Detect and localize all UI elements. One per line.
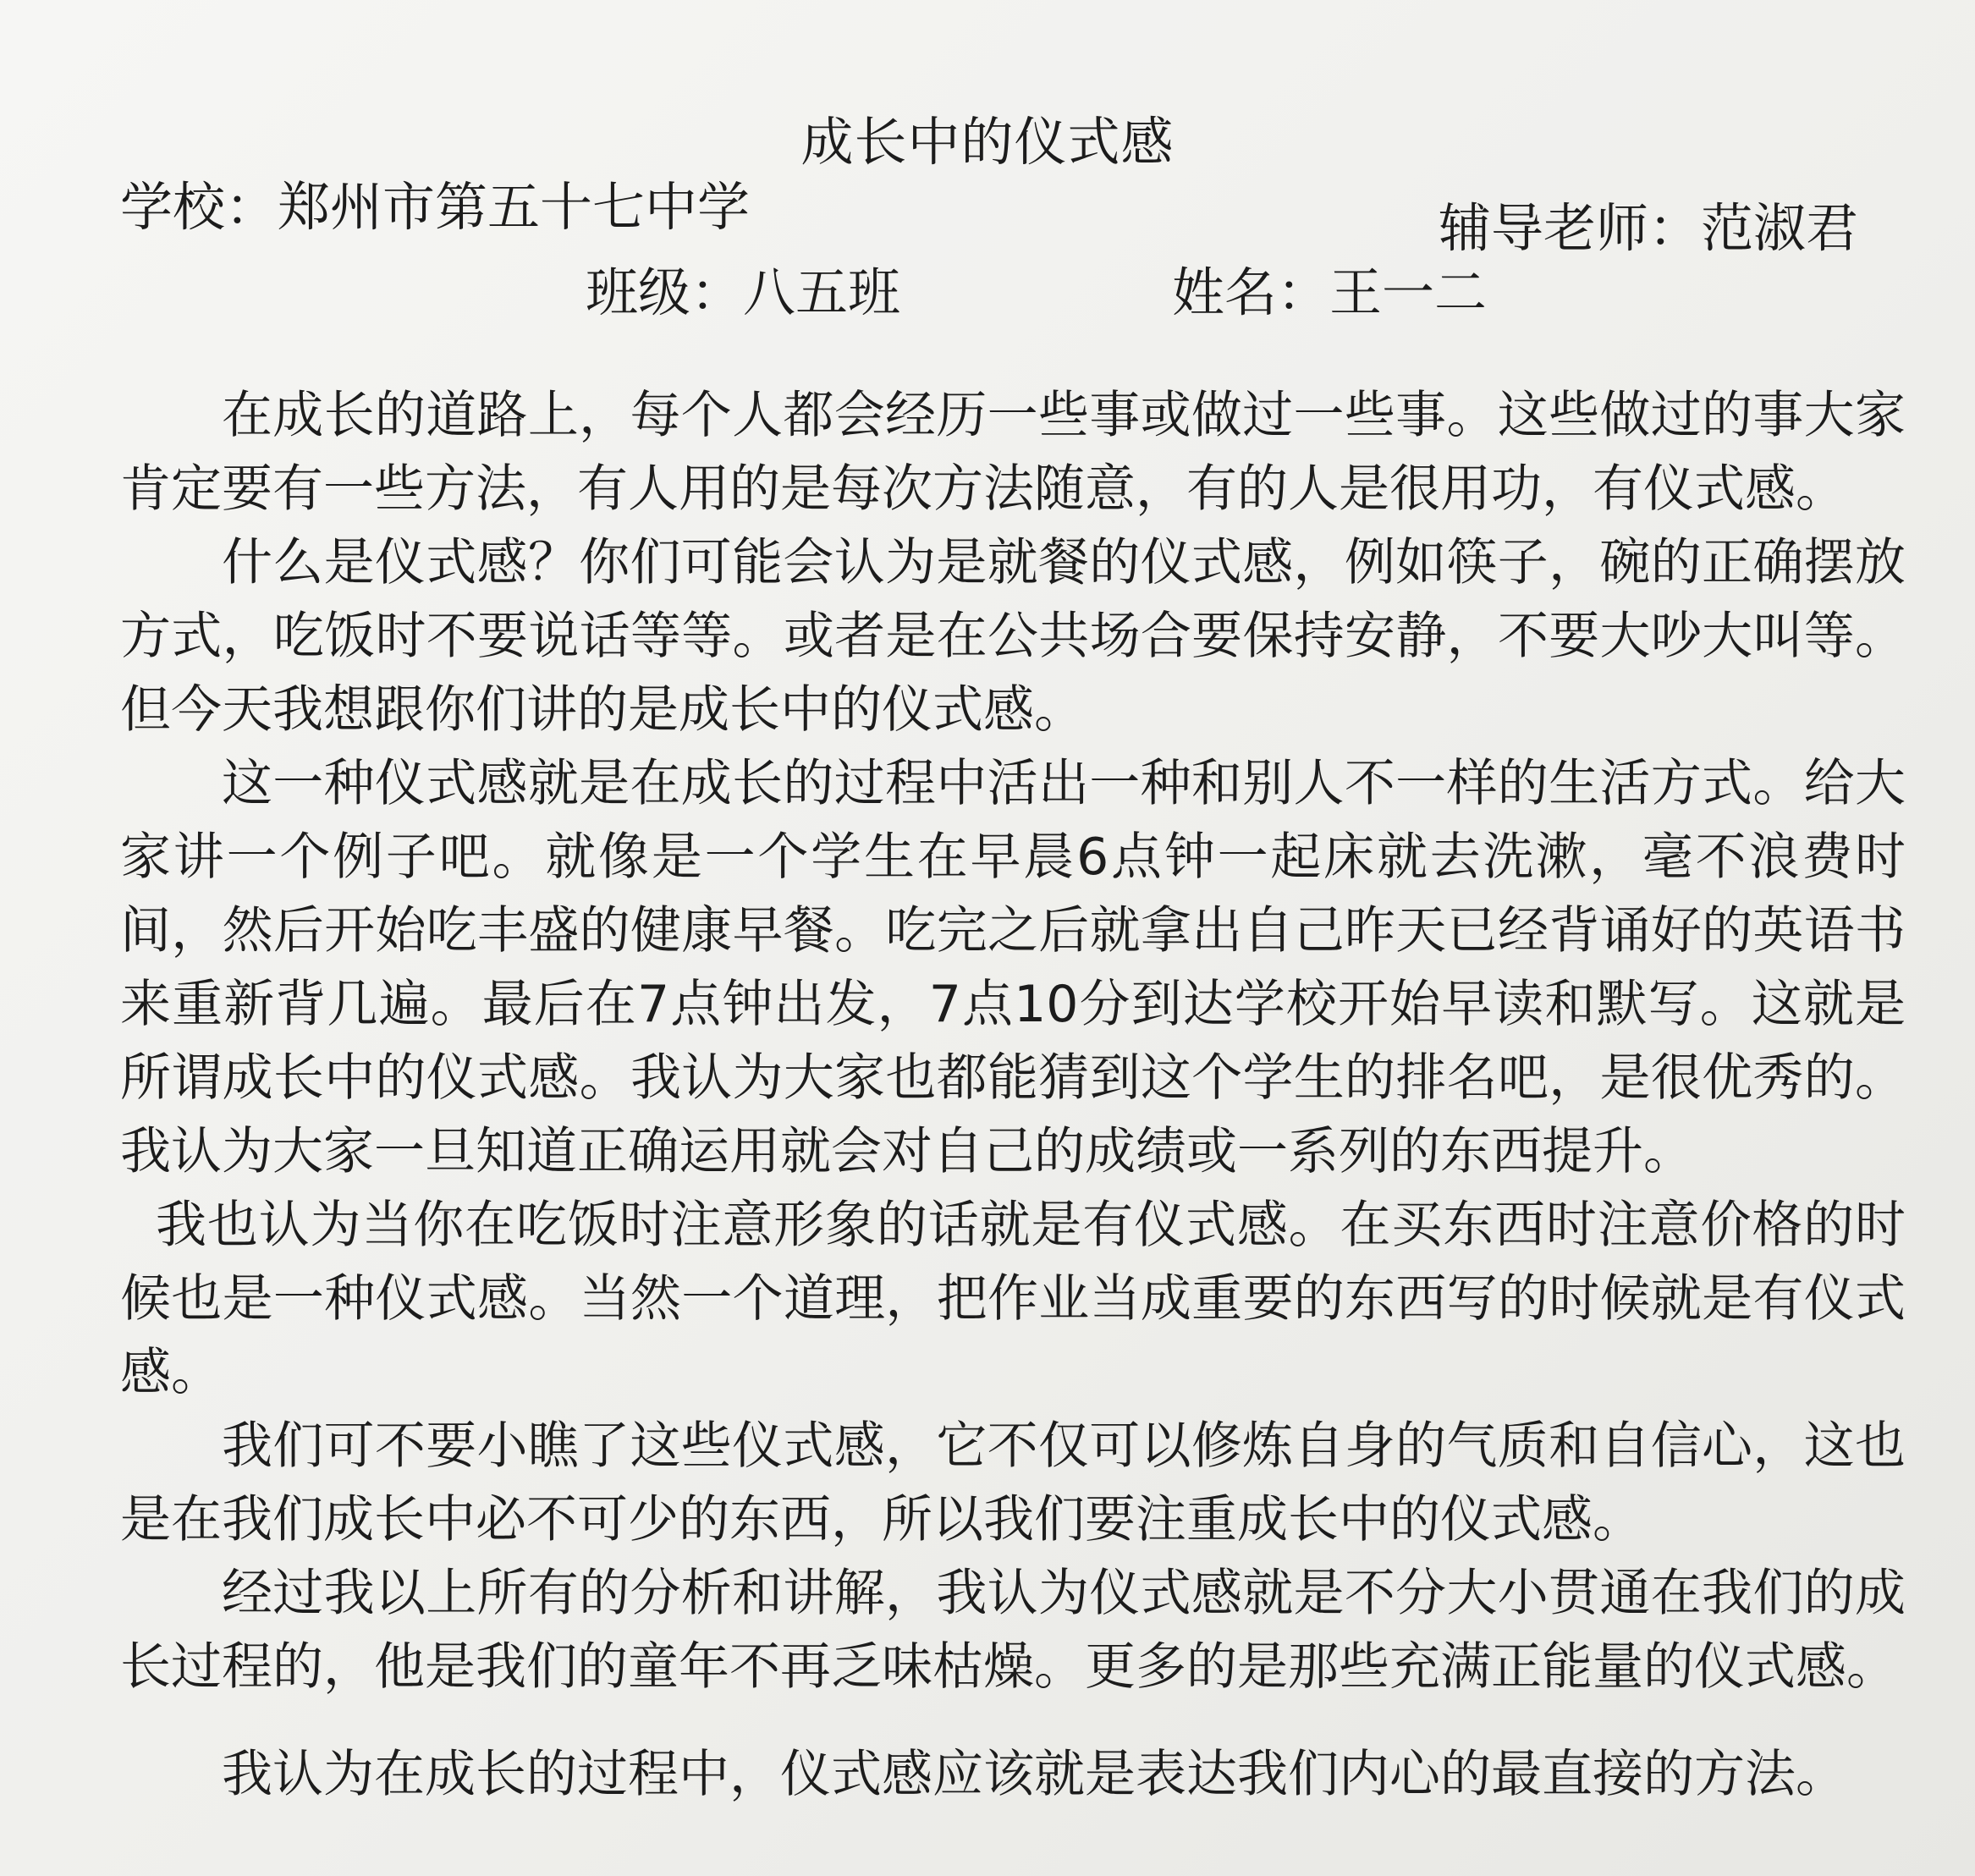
paragraph-4: 我也认为当你在吃饭时注意形象的话就是有仪式感。在买东西时注意价格的时候也是一种仪式感。当然一个道理，把作业当成重要的东西写的时候就是有仪式感。 xyxy=(120,1196,1906,1402)
paragraph-2: 什么是仪式感？你们可能会认为是就餐的仪式感，例如筷子，碗的正确摆放方式，吃饭时不要说话等等。或者是在公共场合要保持安静，不要大吵大叫等。但今天我想跟你们讲的是成长中的仪式感。 xyxy=(120,533,1906,740)
student-info xyxy=(1172,259,1487,327)
student-name-label: 姓名： xyxy=(1172,261,1330,323)
school-label: 学校： xyxy=(120,176,278,238)
paragraph-7: 我认为在成长的过程中，仪式感应该就是表达我们内心的最直接的方法。 xyxy=(222,1745,1846,1804)
class-info xyxy=(586,259,900,327)
teacher-name: 范淑君 xyxy=(1701,197,1859,259)
school-name: 郑州市第五十七中学 xyxy=(278,176,751,238)
essay-body xyxy=(120,379,1906,1812)
paragraph-5: 我们可不要小瞧了这些仪式感，它不仅可以修炼自身的气质和自信心，这也是在我们成长中必不可少的东西，所以我们要注重成长中的仪式感。 xyxy=(120,1417,1906,1549)
paragraph-6: 经过我以上所有的分析和讲解，我认为仪式感就是不分大小贯通在我们的成长过程的，他是我们的童年不再乏味枯燥。更多的是那些充满正能量的仪式感。 xyxy=(120,1564,1906,1697)
student-name: 王一二 xyxy=(1329,261,1488,323)
paragraph-1: 在成长的道路上，每个人都会经历一些事或做过一些事。这些做过的事大家肯定要有一些方法，有人用的是每次方法随意，有的人是很用功，有仪式感。 xyxy=(120,386,1906,519)
teacher-label: 辅导老师： xyxy=(1439,197,1702,259)
school-info xyxy=(120,173,750,241)
class-name: 八五班 xyxy=(743,261,901,323)
teacher-info xyxy=(1439,195,1858,262)
paragraph-3: 这一种仪式感就是在成长的过程中活出一种和别人不一样的生活方式。给大家讲一个例子吧。就像是一个学生在早晨6点钟一起床就去洗漱，毫不浪费时间，然后开始吃丰盛的健康早餐。吃完之后就拿出自己昨天已经背诵好的英语书来重新背几遍。最后在7点钟出发，7点10分到达学校开始早读和默写。这就是所谓成长中的仪式感。我认为大家也都能猜到这个学生的排名吧，是很优秀的。我认为大家一旦知道正确运用就会对自己的成绩或一系列的东西提升。 xyxy=(120,754,1906,1181)
class-label: 班级： xyxy=(586,261,744,323)
essay-title: 成长中的仪式感 xyxy=(800,111,1175,173)
